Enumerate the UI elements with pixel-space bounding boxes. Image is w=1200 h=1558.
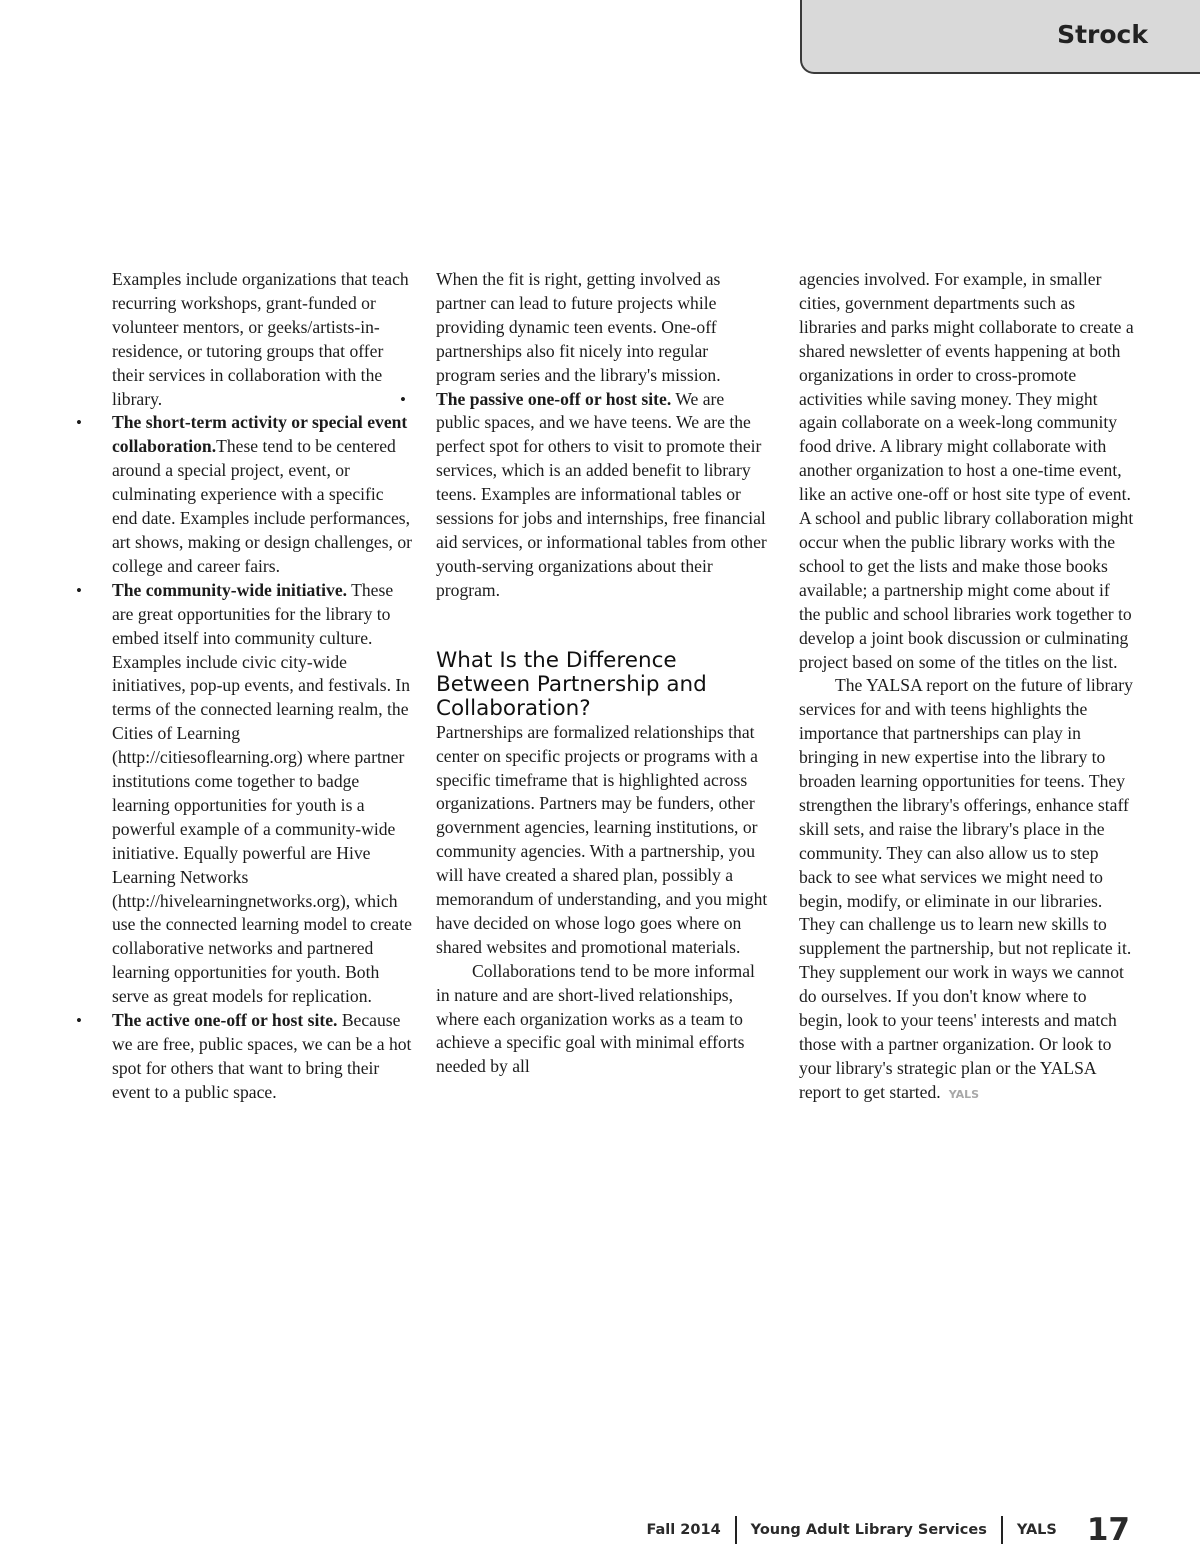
bullet-icon: • — [76, 1011, 82, 1031]
closing-text: The YALSA report on the future of library services for and with teens highlights the importance that partnerships can play in bringing in new expertise into the library to broaden learning opportunities for teens. They strengthen the library's offerings, enhance staff skill sets, and raise the library's place in the community. They can also allow us to step back to see what services we might need to begin, modify, or eliminate in our libraries. They can challenge us to learn new skills to supplement the partnership, but not replicate it. They supplement our work in ways we cannot do ourselves. If you don't know where to begin, look to your teens' interests and match those with a partner organization. Or look to your library's strategic plan or the YALSA report to get started. — [799, 675, 1133, 1102]
body-paragraph: agencies involved. For example, in smaller cities, government departments such as libraries and parks might collaborate to create a shared newsletter of events happening at both organizations in order to cross-promote activities while saving money. They might again collaborate on a week-long community food drive. A library might collaborate with another organization to host a one-time event, like an active one-off or host site type of event. A school and public library collaboration might occur when the public library works with the school to get the lists and make those books available; a partnership might come about if the public and school libraries work together to develop a joint book discussion or culminating project based on some of the titles on the list. — [799, 269, 1134, 672]
column-middle — [400, 268, 768, 1079]
page-footer — [646, 1512, 1130, 1548]
section-heading: What Is the Difference Between Partnership and Collaboration? — [436, 647, 707, 721]
footer-divider — [1001, 1516, 1003, 1544]
page-number: 17 — [1086, 1512, 1130, 1548]
intro-paragraph: Examples include organizations that teach recurring workshops, grant-funded or volunteer mentors, or geeks/artists-in-residence, or tutoring groups that offer their services in collaboration with the library. — [112, 269, 409, 409]
journal-abbrev: YALS — [1016, 1522, 1057, 1538]
issue-date: Fall 2014 — [646, 1522, 721, 1538]
body-paragraph: Collaborations tend to be more informal in nature and are short-lived relationships, where each organization works as a team to achieve a specific goal with minimal efforts needed by all — [436, 960, 755, 1077]
list-item-text: We are public spaces, and we have teens. We are the perfect spot for others to visit to promote their services, which is an added benefit to library teens. Examples are informational tables or sessions for jobs and internships, free financial aid services, or informational tables from other youth-serving organizations about their program. — [436, 388, 767, 600]
list-item — [76, 411, 413, 578]
list-item-title: The active one-off or host site. — [112, 1010, 338, 1031]
end-mark: YALS — [948, 1087, 980, 1101]
list-item-text: Because we are free, public spaces, we can be a hot spot for others that want to bring their event to a public space. — [112, 1010, 412, 1102]
footer-divider — [735, 1516, 737, 1544]
bullet-icon: • — [76, 413, 82, 433]
closing-paragraph — [799, 674, 1134, 1106]
list-item — [76, 1009, 412, 1105]
intro-paragraph: When the fit is right, getting involved as partner can lead to future projects while providing dynamic teen events. One-off partnerships also fit nicely into regular program series and the library's mission. — [436, 269, 721, 385]
column-right — [799, 268, 1134, 1107]
list-item — [76, 579, 412, 1009]
list-item-title: The passive one-off or host site. — [436, 388, 672, 409]
list-item-text: These are great opportunities for the library to embed itself into community culture. Examples include civic city-wide initiatives, pop-up events, and festivals. In terms of the connected learning realm, the Cities of Learning (http://citiesoflearning.org) where partner institutions come together to badge learning opportunities for youth is a powerful example of a community-wide initiative. Equally powerful are Hive Learning Networks (http://hivelearningnetworks.org), which use the connected learning model to create collaborative networks and partnered learning opportunities for youth. Both serve as great models for replication. — [112, 579, 412, 1007]
list-item-title: The community-wide initiative. — [112, 579, 348, 600]
bullet-icon: • — [400, 389, 406, 409]
journal-title: Young Adult Library Services — [750, 1522, 987, 1538]
list-item-title: The short-term activity or special event collaboration. — [112, 412, 408, 457]
list-item-text: These tend to be centered around a special project, event, or culminating experience with a specific end date. Examples include performances, art shows, making or design challenges, or college and career fairs. — [112, 436, 413, 576]
list-item — [400, 388, 768, 603]
column-left — [76, 268, 413, 1105]
bullet-icon: • — [76, 580, 82, 600]
header-tab — [800, 0, 1200, 74]
author-name: Strock — [1057, 20, 1148, 49]
body-paragraph: Partnerships are formalized relationships that center on specific projects or programs with a specific timeframe that is highlighted across organizations. Partners may be funders, other government agencies, learning institutions, or community agencies. With a partnership, you will have created a shared plan, possibly a memorandum of understanding, and you might have decided on whose logo goes where on shared websites and promotional materials. — [436, 721, 768, 957]
